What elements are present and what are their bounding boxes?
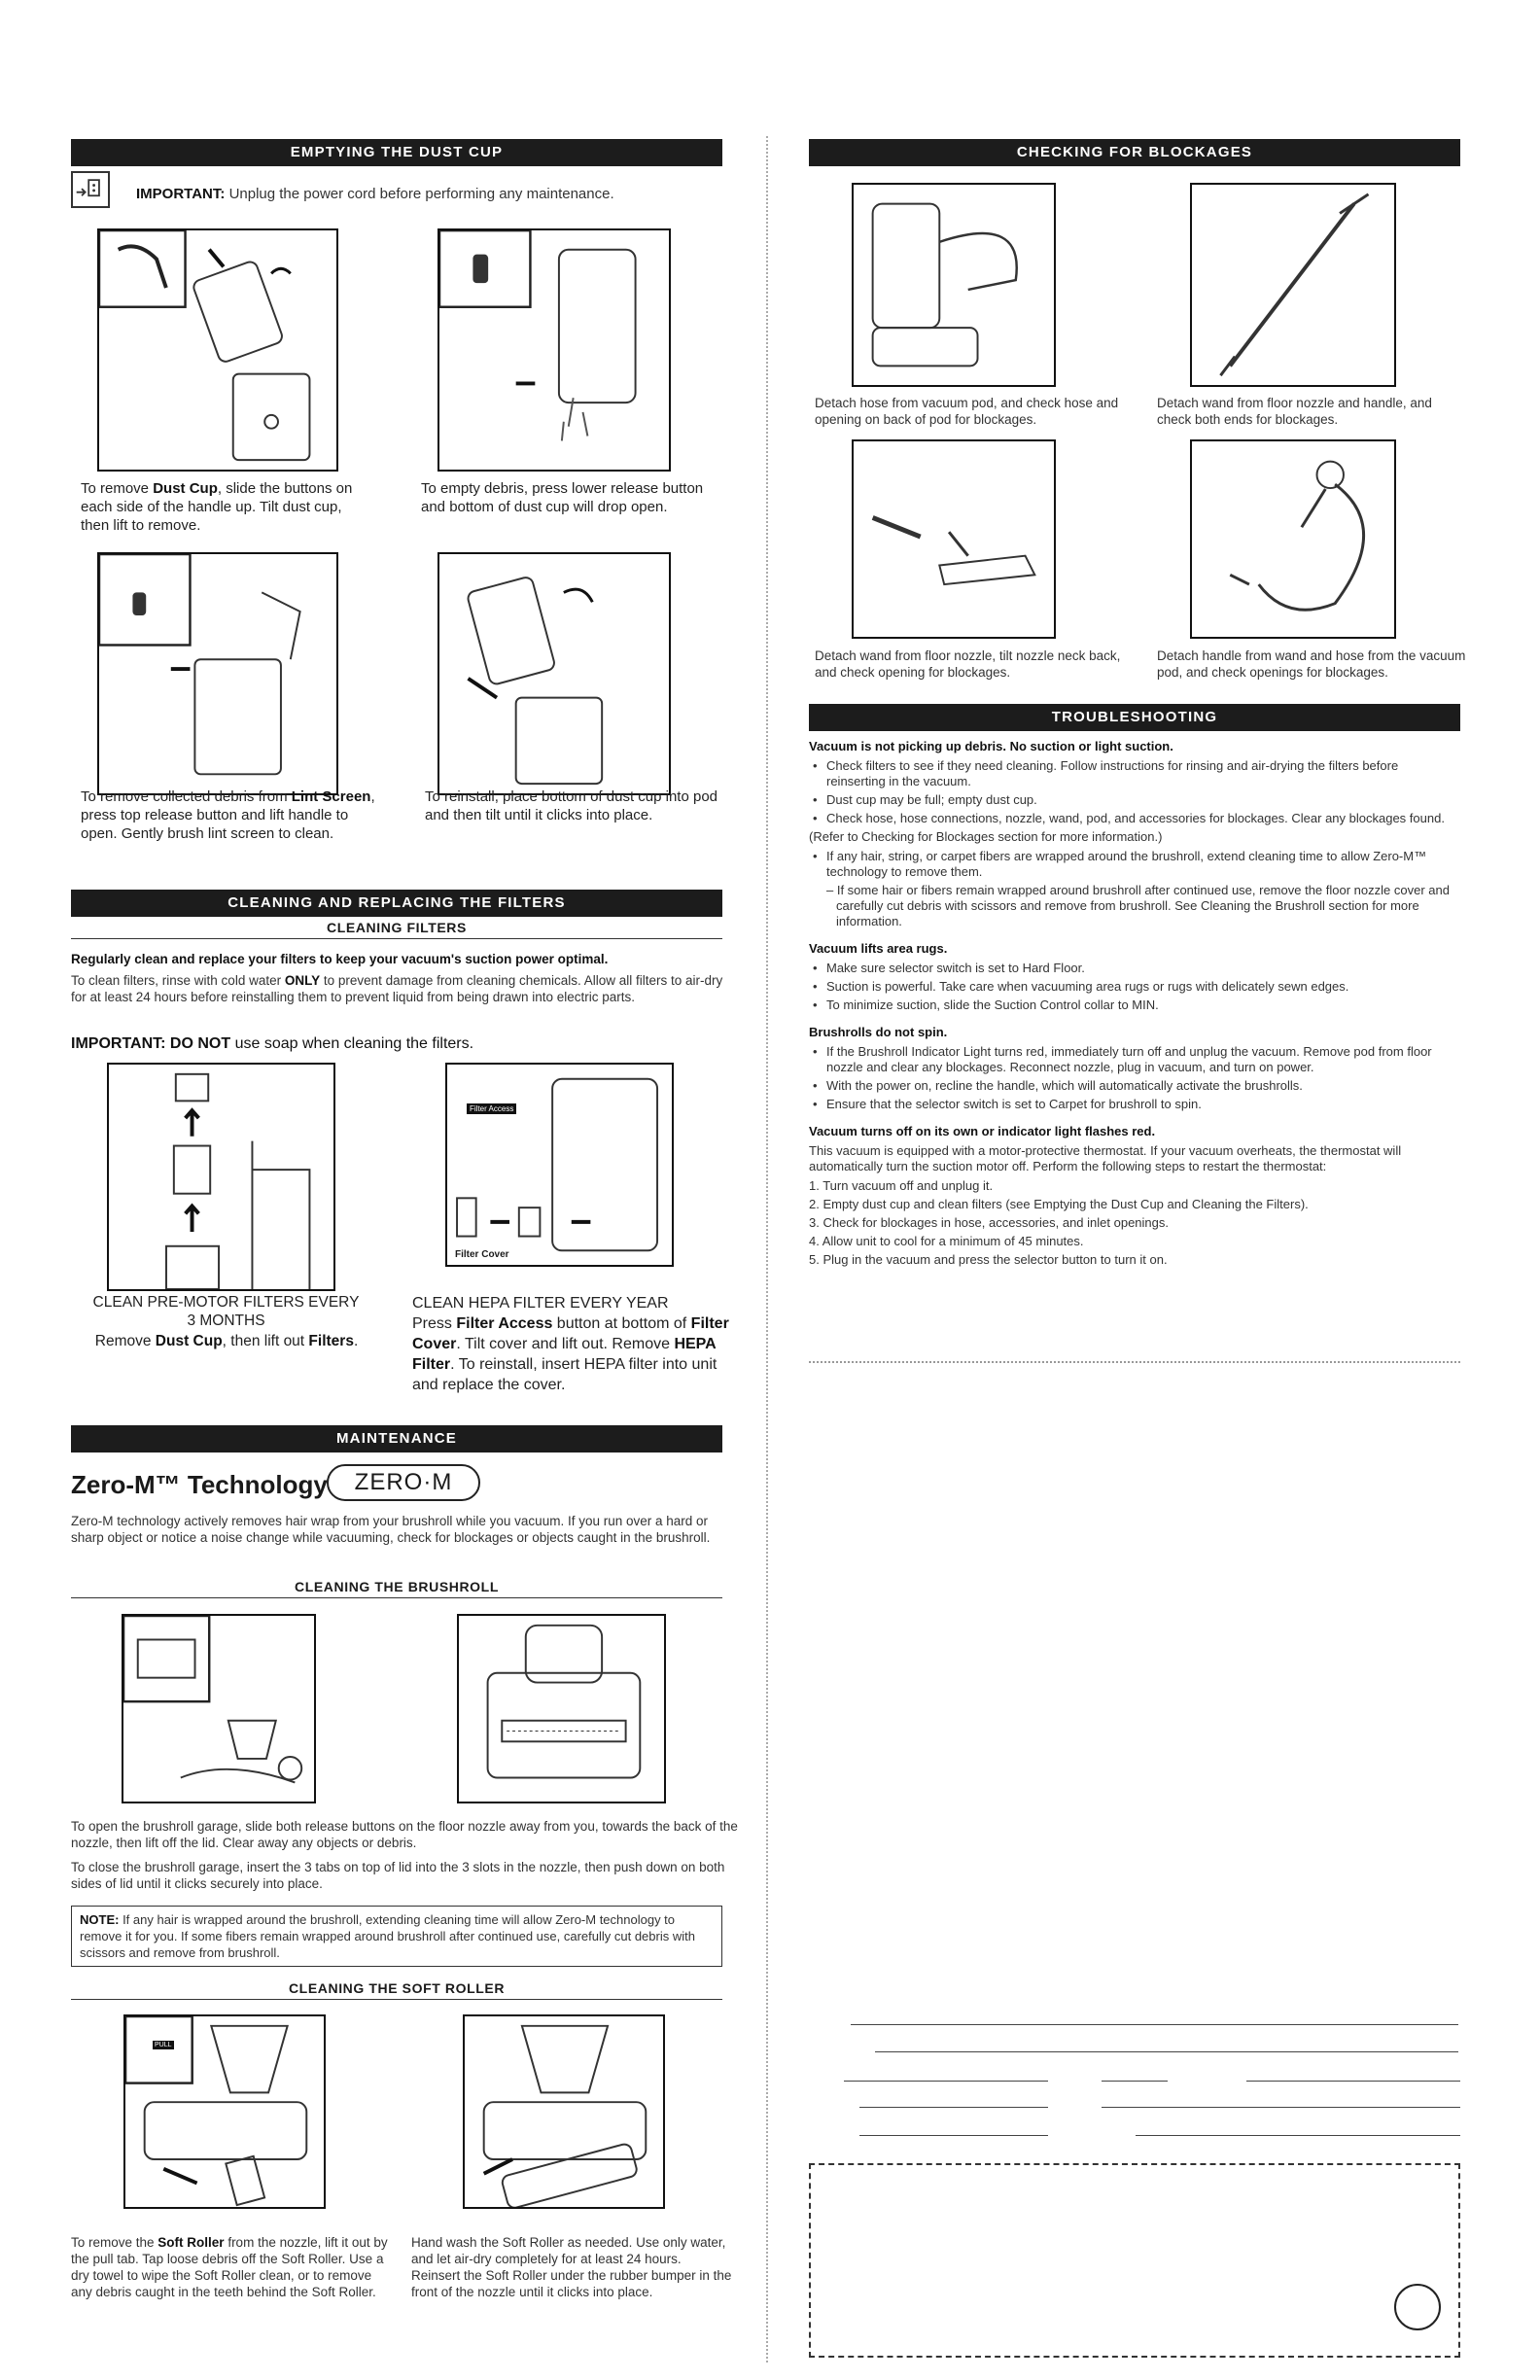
- cleaning-filters-subheader: CLEANING FILTERS: [71, 920, 722, 939]
- figure-soft-roller-reinsert: [463, 2014, 665, 2209]
- issue-turns-off-body: This vacuum is equipped with a motor-protective thermostat. If your vacuum overheats, the thermostat will automatically turn the suction motor off. Perform the following steps to restart the thermostat:: [809, 1143, 1402, 1173]
- figure-empty-debris: [438, 228, 671, 472]
- caption-check-handle: Detach handle from wand and hose from the vacuum pod, and check openings for blockages.: [1157, 648, 1466, 680]
- figure-lint-screen: [97, 552, 338, 795]
- issue-rugs-list: [809, 961, 1460, 1013]
- caption-bold: Soft Roller: [158, 2235, 225, 2250]
- filters-header: CLEANING AND REPLACING THE FILTERS: [71, 890, 722, 917]
- issue-no-suction-list: [809, 758, 1460, 826]
- body-text: to prevent damage from cleaning chemicals. Allow all filters to air-dry for at least 24 hours before reinstalling them to prevent liquid from being drawn into electric parts.: [71, 973, 723, 1004]
- caption-pre-motor-title: CLEAN PRE-MOTOR FILTERS EVERY 3 MONTHS: [92, 1294, 360, 1329]
- zero-m-title: Zero-M™ Technology: [71, 1470, 328, 1499]
- circle-mark: [1394, 2284, 1441, 2330]
- figure-soft-roller-remove: [123, 2014, 326, 2209]
- caption-bold: Dust Cup: [155, 1333, 223, 1349]
- caption-soft-roller-reinsert: Hand wash the Soft Roller as needed. Use only water, and let air-dry completely for at least 24 hours. Reinsert the Soft Roller under the rubber bumper in the front of the nozzle until it clicks into place.: [411, 2235, 732, 2299]
- troubleshooting-item: • With the power on, recline the handle, which will automatically activate the brushrolls.: [809, 1078, 1460, 1094]
- figure-hepa-filter: [445, 1063, 674, 1267]
- caption-text: button at bottom of: [552, 1315, 691, 1332]
- zero-m-body: Zero-M technology actively removes hair wrap from your brushroll while you vacuum. If you run over a hard or sharp object or notice a noise change while vacuuming, check for blockages or objects caught in the brushroll.: [71, 1514, 711, 1545]
- troubleshooting-header: TROUBLESHOOTING: [809, 704, 1460, 731]
- restart-step: 5. Plug in the vacuum and press the selector button to turn it on.: [809, 1252, 1168, 1267]
- caption-text: , slide the buttons on each side of the handle up. Tilt dust cup, then lift to remove.: [81, 480, 353, 534]
- brushroll-subheader: CLEANING THE BRUSHROLL: [71, 1579, 722, 1598]
- caption-bold: Filter Access: [456, 1315, 553, 1332]
- caption-text: . Tilt cover and lift out. Remove: [456, 1336, 675, 1352]
- restart-step: 1. Turn vacuum off and unplug it.: [809, 1178, 994, 1193]
- figure-check-handle: [1190, 439, 1396, 639]
- figure-brushroll-open: [122, 1614, 316, 1803]
- form-line: [1102, 2107, 1460, 2108]
- important-text: use soap when cleaning the filters.: [230, 1035, 474, 1052]
- caption-text: from the nozzle, lift it out by the pull tab. Tap loose debris off the Soft Roller. Use a dry towel to wipe the Soft Roller clean, or to remove any debris caught in the teeth behind the Soft Roller.: [71, 2235, 388, 2299]
- section-divider: [809, 1361, 1460, 1363]
- caption-text: , then lift out: [222, 1333, 309, 1349]
- troubleshooting-item: • Dust cup may be full; empty dust cup.: [809, 792, 1460, 808]
- filters-important: [71, 1035, 473, 1052]
- issue-no-suction-title: Vacuum is not picking up debris. No suction or light suction.: [809, 739, 1173, 753]
- figure-check-nozzle: [852, 439, 1056, 639]
- blockages-header: CHECKING FOR BLOCKAGES: [809, 139, 1460, 166]
- important-bold: IMPORTANT: DO NOT: [71, 1035, 231, 1052]
- troubleshooting-item: • If any hair, string, or carpet fibers are wrapped around the brushroll, extend cleaning time to allow Zero-M™ technology to remove them.: [809, 849, 1460, 880]
- important-note: [136, 186, 614, 202]
- caption-pre-motor: [71, 1332, 382, 1350]
- troubleshooting-item: • If the Brushroll Indicator Light turns red, immediately turn off and unplug the vacuum. Remove pod from floor nozzle and clear any blockages. Reconnect nozzle, plug in vacuum, and turn on power.: [809, 1044, 1460, 1075]
- figure-check-wand: [1190, 183, 1396, 387]
- note-label: NOTE:: [80, 1912, 120, 1927]
- note-text: If any hair is wrapped around the brushroll, extending cleaning time will allow Zero-M technology to remove it for you. If some fibers remain wrapped around brushroll after continued use, carefully cut debris with scissors and remove from brushroll.: [80, 1912, 695, 1960]
- soft-roller-subheader: CLEANING THE SOFT ROLLER: [71, 1980, 722, 2000]
- form-line: [1102, 2081, 1168, 2082]
- caption-text: Remove: [94, 1333, 156, 1349]
- filters-body: [71, 972, 732, 1005]
- caption-hepa: [412, 1293, 733, 1395]
- caption-check-hose: Detach hose from vacuum pod, and check hose and opening on back of pod for blockages.: [815, 396, 1119, 427]
- filters-lead: Regularly clean and replace your filters to keep your vacuum's suction power optimal.: [71, 952, 609, 966]
- brushroll-p2: To close the brushroll garage, insert the 3 tabs on top of lid into the 3 slots in the nozzle, then push down on both sides of lid until it clicks securely into place.: [71, 1860, 725, 1891]
- figure-reinstall-dust-cup: [438, 552, 671, 795]
- brushroll-note: [71, 1906, 722, 1967]
- issue-turns-off-steps: [809, 1178, 1460, 1268]
- troubleshooting-item: • Suction is powerful. Take care when vacuuming area rugs or rugs with delicately sewn edges.: [809, 979, 1460, 995]
- form-line: [875, 2051, 1458, 2052]
- caption-reinstall: To reinstall, place bottom of dust cup into pod and then tilt until it clicks into place.: [425, 788, 718, 823]
- form-line: [844, 2081, 1048, 2082]
- caption-empty-debris: To empty debris, press lower release button and bottom of dust cup will drop open.: [421, 480, 704, 515]
- troubleshooting-item: • Ensure that the selector switch is set to Carpet for brushroll to spin.: [809, 1097, 1460, 1112]
- caption-lint-screen: [81, 788, 382, 843]
- issue-brushroll-list: [809, 1044, 1460, 1112]
- caption-bold: HEPA Filter: [412, 1336, 717, 1373]
- issue-no-suction-ref: (Refer to Checking for Blockages section for more information.): [809, 829, 1163, 844]
- caption-bold: Filters: [308, 1333, 354, 1349]
- caption-soft-roller-remove: [71, 2234, 392, 2300]
- issue-no-suction-list-2: [809, 849, 1460, 880]
- troubleshooting-item: • Make sure selector switch is set to Hard Floor.: [809, 961, 1460, 976]
- body-bold: ONLY: [284, 973, 321, 988]
- issue-rugs-title: Vacuum lifts area rugs.: [809, 941, 948, 956]
- figure-remove-dust-cup: [97, 228, 338, 472]
- caption-bold: Dust Cup: [153, 480, 218, 497]
- issue-brushroll-title: Brushrolls do not spin.: [809, 1025, 948, 1039]
- caption-remove-dust-cup: [81, 479, 372, 535]
- caption-text: To remove the: [71, 2235, 158, 2250]
- brushroll-p1: To open the brushroll garage, slide both release buttons on the floor nozzle away from you, towards the back of the nozzle, then lift off the lid. Clear away any objects or debris.: [71, 1819, 738, 1850]
- figure-pre-motor-filters: [107, 1063, 335, 1291]
- troubleshooting-item: • Check hose, hose connections, nozzle, wand, pod, and accessories for blockages. Clear any blockages found.: [809, 811, 1460, 826]
- dust-cup-header: EMPTYING THE DUST CUP: [71, 139, 722, 166]
- troubleshooting-body: [809, 739, 1460, 1271]
- important-text: Unplug the power cord before performing any maintenance.: [228, 186, 614, 202]
- cut-out-box: [809, 2163, 1460, 2358]
- body-text: To clean filters, rinse with cold water: [71, 973, 285, 988]
- form-line: [859, 2107, 1048, 2108]
- caption-text: . To reinstall, insert HEPA filter into unit and replace the cover.: [412, 1356, 718, 1393]
- caption-text: To remove: [81, 480, 154, 497]
- caption-text: .: [353, 1333, 359, 1349]
- caption-hepa-title: CLEAN HEPA FILTER EVERY YEAR: [412, 1295, 669, 1312]
- troubleshooting-item: • Check filters to see if they need cleaning. Follow instructions for rinsing and air-drying the filters before reinserting in the vacuum.: [809, 758, 1460, 789]
- caption-text: Press: [412, 1315, 457, 1332]
- caption-text: To remove collected debris from: [81, 788, 292, 805]
- important-label: IMPORTANT:: [136, 186, 226, 202]
- filter-cover-label: Filter Cover: [455, 1249, 509, 1260]
- form-line: [851, 2024, 1458, 2025]
- form-line: [1246, 2081, 1460, 2082]
- restart-step: 4. Allow unit to cool for a minimum of 45 minutes.: [809, 1234, 1084, 1248]
- issue-turns-off-title: Vacuum turns off on its own or indicator light flashes red.: [809, 1124, 1156, 1138]
- restart-step: 3. Check for blockages in hose, accessories, and inlet openings.: [809, 1215, 1169, 1230]
- unplug-icon: [71, 171, 110, 208]
- caption-check-nozzle: Detach wand from floor nozzle, tilt nozzle neck back, and check opening for blockages.: [815, 648, 1121, 680]
- caption-bold: Filter Cover: [412, 1315, 729, 1352]
- restart-step: 2. Empty dust cup and clean filters (see Emptying the Dust Cup and Cleaning the Filters).: [809, 1197, 1309, 1211]
- issue-no-suction-dash: – If some hair or fibers remain wrapped around brushroll after continued use, remove the floor nozzle cover and carefully cut debris with scissors and remove from brushroll. See Cleaning the Brushroll section for more information.: [826, 883, 1450, 928]
- figure-brushroll-close: [457, 1614, 666, 1803]
- form-line: [1136, 2135, 1460, 2136]
- column-divider: [766, 136, 768, 2362]
- maintenance-header: MAINTENANCE: [71, 1425, 722, 1452]
- caption-bold: Lint Screen: [291, 788, 371, 805]
- caption-check-wand: Detach wand from floor nozzle and handle, and check both ends for blockages.: [1157, 396, 1432, 427]
- filter-access-label: Filter Access: [467, 1103, 516, 1114]
- form-line: [859, 2135, 1048, 2136]
- pull-tab-label: PULL: [155, 2042, 172, 2048]
- caption-text: , press top release button and lift handle to open. Gently brush lint screen to clean.: [81, 788, 375, 842]
- figure-check-hose: [852, 183, 1056, 387]
- troubleshooting-item: • To minimize suction, slide the Suction Control collar to MIN.: [809, 998, 1460, 1013]
- zero-m-logo: ZERO·M: [327, 1464, 480, 1501]
